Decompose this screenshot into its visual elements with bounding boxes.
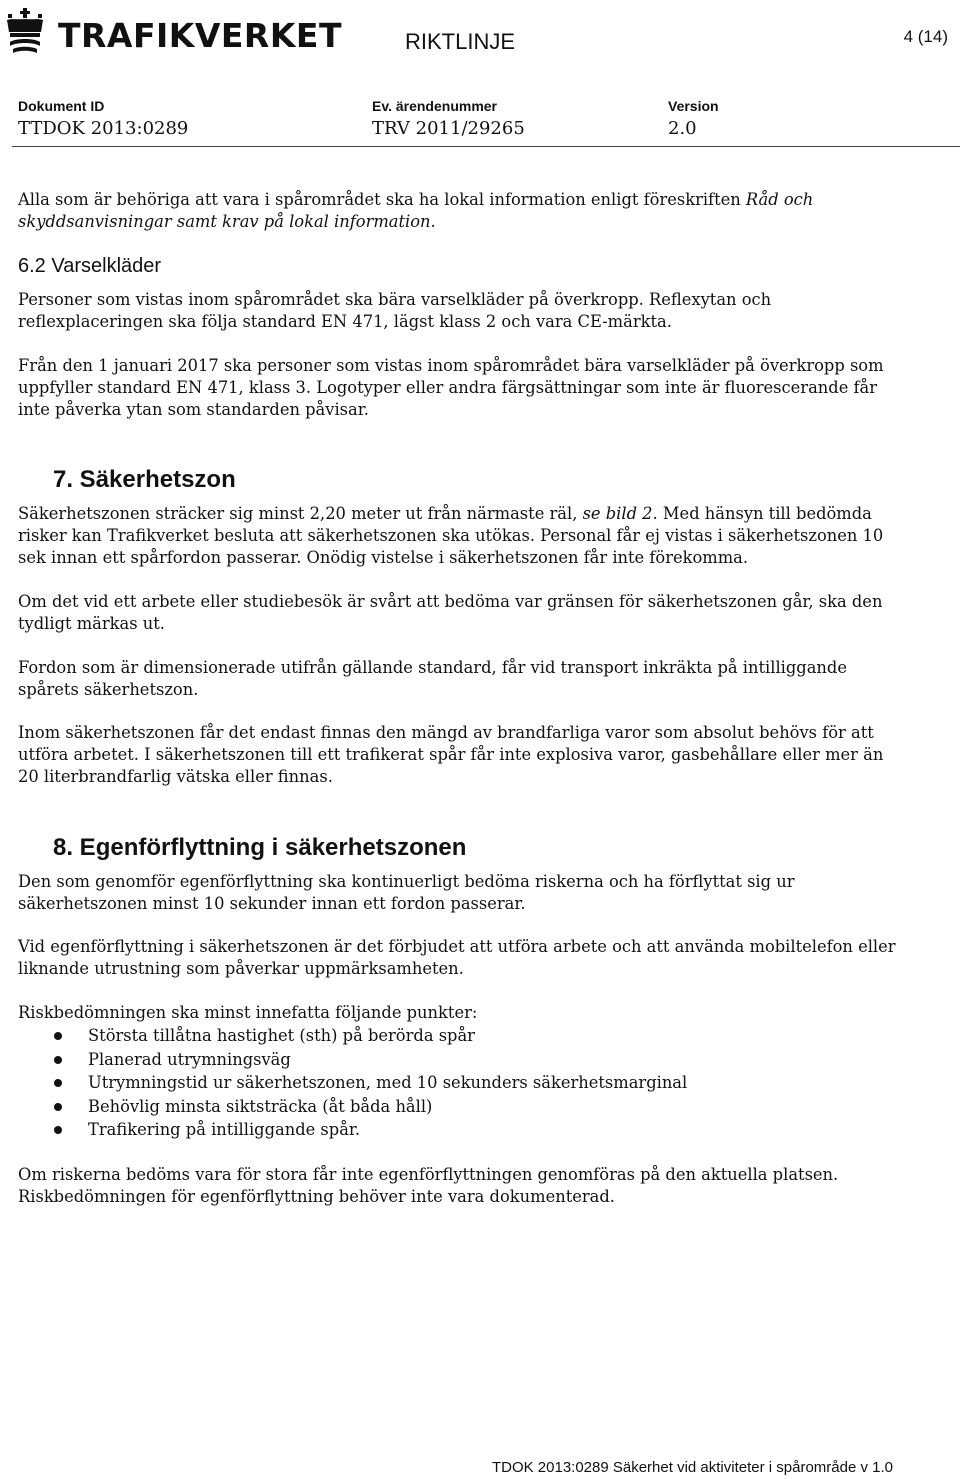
crown-icon xyxy=(4,6,46,58)
logo-wordmark: TRAFIKVERKET xyxy=(58,15,342,55)
meta-case-number xyxy=(372,96,525,142)
meta-label: Dokument ID xyxy=(18,98,105,114)
trafikverket-logo xyxy=(4,4,342,60)
bullet-icon xyxy=(54,1032,62,1040)
section-8-paragraph-4: Om riskerna bedöms vara för stora får inte egenförflyttningen genomföras på den aktuella platsen. Riskbedömningen för egenförflyttning behöver inte vara dokumenterad. xyxy=(18,1165,839,1206)
intro-text: Alla som är behöriga att vara i spårområdet ska ha lokal information enligt föreskriften xyxy=(18,190,746,209)
section-7-paragraph-4: Inom säkerhetszonen får det endast finnas den mängd av brandfarliga varor som absolut behövs för att utföra arbetet. I säkerhetszonen till ett trafikerat spår får inte explosiva varor, gasbehållare eller mer än 20 literbrandfarlig vätska eller finnas. xyxy=(18,723,884,786)
list-item xyxy=(18,1048,687,1072)
document-meta xyxy=(12,96,960,147)
section-8-heading: 8. Egenförflyttning i säkerhetszonen xyxy=(53,834,467,861)
bullet-icon xyxy=(54,1079,62,1087)
list-item xyxy=(18,1118,687,1142)
risk-assessment-list xyxy=(18,1024,687,1142)
section-8-paragraph-1: Den som genomför egenförflyttning ska kontinuerligt bedöma riskerna och ha förflyttat sig ur säkerhetszonen minst 10 sekunder innan ett fordon passerar. xyxy=(18,872,795,913)
intro-paragraph xyxy=(18,189,898,233)
document-type: RIKTLINJE xyxy=(405,29,516,54)
section-6-2-heading: 6.2 Varselkläder xyxy=(18,255,162,277)
meta-value: TTDOK 2013:0289 xyxy=(18,118,189,139)
bullet-icon xyxy=(54,1126,62,1134)
intro-reference: Råd och skyddsanvisningar samt krav på lokal information xyxy=(18,190,814,231)
list-item-text: Trafikering på intilliggande spår. xyxy=(88,1120,361,1140)
meta-version xyxy=(668,96,719,142)
list-item xyxy=(18,1095,687,1119)
list-item-text: Behövlig minsta siktsträcka (åt båda håll) xyxy=(88,1096,433,1116)
section-6-2-paragraph-2: Från den 1 januari 2017 ska personer som vistas inom spårområdet bära varselkläder på överkropp som uppfyller standard EN 471, klass 3. Logotyper eller andra färgsättningar som inte är fluorescerande får inte påverka ytan som standarden påvisar. xyxy=(18,356,884,419)
page-number: 4 (14) xyxy=(903,27,948,46)
intro-end: . xyxy=(430,212,436,231)
section-7-paragraph-2: Om det vid ett arbete eller studiebesök är svårt att bedöma var gränsen för säkerhetszonen går, ska den tydligt märkas ut. xyxy=(18,592,883,633)
meta-document-id xyxy=(18,96,188,142)
section-6-2-paragraph-1: Personer som vistas inom spårområdet ska bära varselkläder på överkropp. Reflexytan och reflexplaceringen ska följa standard EN 471, lägst klass 2 och vara CE-märkta. xyxy=(18,290,772,331)
section-7-text-a: Säkerhetszonen sträcker sig minst 2,20 meter ut från närmaste räl, xyxy=(18,504,583,523)
meta-value: TRV 2011/29265 xyxy=(372,118,525,139)
bullet-icon xyxy=(54,1056,62,1064)
list-item-text: Planerad utrymningsväg xyxy=(88,1049,291,1069)
list-item xyxy=(18,1071,687,1095)
section-7-paragraph-1 xyxy=(18,503,898,569)
section-8-paragraph-3: Riskbedömningen ska minst innefatta följande punkter: xyxy=(18,1003,478,1022)
meta-label: Ev. ärendenummer xyxy=(372,98,498,114)
list-item-text: Utrymningstid ur säkerhetszonen, med 10 sekunders säkerhetsmarginal xyxy=(88,1073,688,1093)
list-item-text: Största tillåtna hastighet (sth) på berörda spår xyxy=(88,1026,475,1045)
section-7-text-b: . Med hänsyn till bedömda risker kan Trafikverket besluta att säkerhetszonen ska utökas. Personal får ej vistas i säkerhetszonen 10 sek innan ett spårfordon passerar. Onödig vistelse i säkerhetszonen får inte förekomma. xyxy=(18,504,884,567)
section-7-heading: 7. Säkerhetszon xyxy=(53,466,236,493)
meta-value: 2.0 xyxy=(668,118,697,139)
section-8-paragraph-2: Vid egenförflyttning i säkerhetszonen är det förbjudet att utföra arbete och att använda mobiltelefon eller liknande utrustning som påverkar uppmärksamheten. xyxy=(18,937,896,978)
figure-reference: se bild 2 xyxy=(582,504,653,523)
section-7-paragraph-3: Fordon som är dimensionerade utifrån gällande standard, får vid transport inkräkta på intilliggande spårets säkerhetszon. xyxy=(18,658,847,699)
page-footer: TDOK 2013:0289 Säkerhet vid aktiviteter i spårområde v 1.0 xyxy=(491,1459,893,1476)
meta-label: Version xyxy=(668,98,719,114)
list-item xyxy=(18,1024,687,1048)
bullet-icon xyxy=(54,1103,62,1111)
